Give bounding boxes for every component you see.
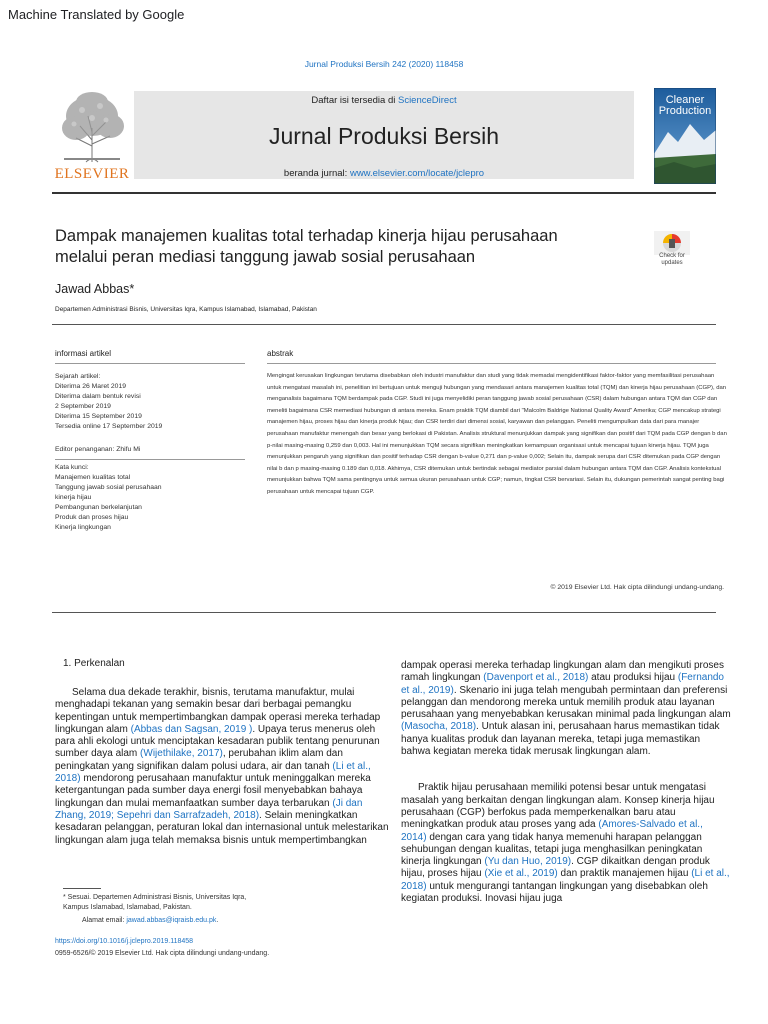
article-history	[55, 372, 245, 533]
crossmark-icon	[654, 231, 690, 255]
history-revised-date: 2 September 2019	[55, 403, 111, 410]
history-received: Diterima 26 Maret 2019	[55, 383, 127, 390]
paragraph-text: . Selain meningkatkan kesadaran pelanggan, peraturan lokal dan internasional untuk melestarikan lingkungan alam juga telah memaksa bisnis untuk mempertimbangkan	[55, 809, 389, 846]
email-label: Alamat email:	[82, 917, 127, 924]
citation-link[interactable]: (Xie et al., 2019)	[484, 868, 558, 880]
journal-cover-image[interactable]	[654, 88, 716, 184]
contents-line	[134, 95, 634, 106]
section-heading: 1. Perkenalan	[63, 658, 125, 669]
citation-link[interactable]: (Davenport et al., 2018)	[483, 672, 589, 684]
history-accepted: Diterima 15 September 2019	[55, 413, 142, 420]
history-revised-label: Diterima dalam bentuk revisi	[55, 393, 141, 400]
paragraph-text: . Upaya terus menerus oleh para ahli ekologi untuk menciptakan kesadaran publik tentang penurunan sumber daya alam	[55, 723, 380, 760]
paragraph-text: untuk mengurangi tantangan lingkungan yang disebabkan oleh kegiatan produksi. Inovasi hijau juga	[401, 880, 708, 905]
body-right-column	[401, 660, 731, 905]
paragraph-text: . Skenario ini juga telah mengubah permintaan dan preferensi pelanggan dan mendorong mereka untuk memilih produk atau layanan perusahaan yang menyebabkan kerusakan minimal pada lingkungan alam	[401, 684, 731, 721]
article-info-rule	[55, 363, 245, 364]
author-affiliation: Departemen Administrasi Bisnis, Universitas Iqra, Kampus Islamabad, Islamabad, Pakistan	[55, 306, 317, 313]
email-suffix: .	[216, 917, 219, 924]
body-left-column	[55, 687, 389, 847]
affiliation-divider	[52, 324, 716, 325]
header-divider	[52, 192, 716, 194]
keywords-heading: Kata kunci:	[55, 464, 89, 471]
article-title-line-1: Dampak manajemen kualitas total terhadap kinerja hijau perusahaan	[55, 227, 558, 245]
footnote-rule	[63, 888, 101, 889]
intro-paragraph-1	[55, 687, 389, 847]
paragraph-text: dampak operasi mereka terhadap lingkungan alam dan mengikuti proses ramah lingkungan	[401, 660, 724, 684]
contents-label: Daftar isi tersedia di	[311, 95, 398, 106]
keyword-item: kinerja hijau	[55, 494, 92, 501]
journal-header	[52, 88, 716, 184]
paragraph-text: mendorong perusahaan manufaktur untuk meninggalkan mereka ketergantungan pada sumber daya energi fosil menyebabkan bahaya lingkungan dan mulai memanfaatkan sumber daya terbarukan	[55, 773, 371, 809]
paragraph-text: , perubahan iklim alam dan peningkatan yang signifikan dalam polusi udara, air dan tanah	[55, 748, 343, 772]
article-title-line-2: melalui peran mediasi tanggung jawab sosial perusahaan	[55, 248, 476, 266]
author-name[interactable]: Jawad Abbas*	[55, 282, 135, 296]
journal-title: Jurnal Produksi Bersih	[268, 123, 500, 149]
article-info-heading: informasi artikel	[55, 349, 112, 358]
citation-link[interactable]: (Ji dan Zhang, 2019; Sepehri dan Sarrafzadeh, 2018)	[55, 797, 363, 821]
article-title	[55, 226, 635, 268]
keyword-item: Manajemen kualitas total	[55, 474, 131, 481]
author-email-link[interactable]: jawad.abbas@iqraisb.edu.pk	[126, 917, 217, 924]
keyword-item: Produk dan proses hijau	[55, 514, 129, 521]
crossmark-label-line-1: Check for	[659, 253, 685, 259]
history-online: Tersedia online 17 September 2019	[55, 423, 163, 430]
crossmark-label-line-2: updates	[661, 260, 683, 266]
citation-link[interactable]: (Wijethilake, 2017)	[140, 748, 223, 760]
paragraph-text: . Untuk alasan ini, perusahaan harus memastikan tidak hanya kualitas produk dan layanan mereka, tetapi juga memastikan bahwa kegiatan mereka tidak merusak lingkungan alam.	[401, 721, 720, 758]
check-for-updates-badge[interactable]	[654, 231, 690, 269]
elsevier-logo[interactable]	[52, 88, 132, 184]
keywords-rule	[55, 459, 245, 460]
homepage-label: beranda jurnal:	[283, 168, 350, 179]
cover-title-line-2: Production	[658, 105, 712, 117]
abstract-copyright: © 2019 Elsevier Ltd. Hak cipta dilindungi undang-undang.	[550, 584, 724, 591]
cover-title-line-1: Cleaner	[665, 94, 705, 106]
sciencedirect-link[interactable]: ScienceDirect	[397, 95, 457, 106]
abstract-divider	[52, 612, 716, 613]
citation-link[interactable]: (Masocha, 2018)	[401, 721, 477, 733]
citation-link[interactable]: (Fernando et al., 2019)	[401, 672, 724, 696]
abstract-heading: abstrak	[267, 349, 294, 358]
citation-link[interactable]: (Li et al., 2018)	[401, 868, 730, 892]
paragraph-text: . CGP dikaitkan dengan produk hijau, proses hijau	[401, 856, 710, 880]
journal-homepage-link[interactable]: www.elsevier.com/locate/jclepro	[349, 168, 485, 179]
footnote-line-2: Kampus Islamabad, Islamabad, Pakistan.	[63, 904, 192, 911]
intro-paragraph-2	[401, 660, 731, 758]
cover-title	[654, 95, 716, 117]
paragraph-text: dan praktik manajemen hijau	[557, 868, 692, 880]
issn-copyright: 0959-6526/© 2019 Elsevier Ltd. Hak cipta dilindungi undang-undang.	[55, 950, 270, 957]
paragraph-text: atau produksi hijau	[588, 672, 678, 684]
footnote-line-1: * Sesuai. Departemen Administrasi Bisnis, Universitas Iqra,	[63, 894, 247, 901]
paragraph-text: Praktik hijau perusahaan memiliki potensi besar untuk mengatasi masalah yang berkaitan dengan lingkungan alam. Konsep kinerja hijau perusahaan (CGP) berfokus pada memperkenalkan baru atau meningkatkan produk atau proses yang ada	[401, 782, 715, 831]
keyword-item: Pembangunan berkelanjutan	[55, 504, 142, 511]
doi-link[interactable]: https://doi.org/10.1016/j.jclepro.2019.118458	[55, 938, 194, 945]
elsevier-wordmark: ELSEVIER	[54, 166, 130, 182]
keyword-item: Tanggung jawab sosial perusahaan	[55, 484, 162, 491]
corresponding-author-footnote	[63, 893, 363, 913]
paragraph-text: Selama dua dekade terakhir, bisnis, terutama manufaktur, mulai menghadapi tekanan yang semakin besar dari berbagai pemangku kepentingan untuk mempertimbangkan dampak operasi mereka terhadap lingkungan alam	[55, 687, 381, 735]
machine-translation-banner: Machine Translated by Google	[8, 7, 185, 22]
abstract-text: Mengingat kerusakan lingkungan terutama disebabkan oleh industri manufaktur dan studi yang tidak memadai mengidentifikasi faktor-faktor yang memfasilitasi perusahaan untuk mengatasi masalah ini, penelitian ini bertujuan untuk menguji hubungan yang mendasari antara manajemen kualitas total (TQM) dan kinerja hijau perusahaan (CGP), dan menganalisis bagaimana TQM berdampak pada CGP. Studi ini juga menyelidiki peran tanggung jawab sosial perusahaan (CSR) dalam hubungan antara TQM dan CGP dan meneliti bagaimana CSR memediasi hubungan di antara mereka. Enam praktik TQM diambil dari "Malcolm Baldrige National Quality Award" Amerika; CGP mencakup strategi manajemen hijau, proses hijau dan kinerja produk hijau; dan CSR terdiri dari dimensi sosial, karyawan dan pelanggan. Peneliti mengumpulkan data dari para manajer perusahaan manufaktur menengah dan besar yang berlokasi di Pakistan. Analisis struktural menunjukkan dampak yang signifikan dan positif dari TQM pada CGP dengan b dan p-nilai masing-masing 0,259 dan 0,003. Hal ini menunjukkan TQM secara signifikan meningkatkan kemampuan organisasi untuk mencapai tujuan kinerja hijau. TQM juga menunjukkan pengaruh yang signifikan dan positif terhadap CSR dengan b-value 0,271 dan p-value 0,002; Selain itu, dampak serupa dari CSR ditemukan pada CGP dengan nilai b dan p masing-masing 0.189 dan 0,018. Akhirnya, CSR ditemukan untuk bertindak sebagai mediator parsial dalam hubungan antara TQM dan CGP. Analisis kontekstual menunjukkan bahwa TQM sama pentingnya untuk semua ukuran perusahaan untuk CGP; namun, tingkat CSR bervariasi. Selain itu, dukungan pemerintah sangat penting bagi perusahaan untuk mencapai tujuan CGP.	[267, 373, 727, 495]
journal-header-box	[134, 91, 634, 179]
keyword-item: Kinerja lingkungan	[55, 524, 111, 531]
history-heading: Sejarah artikel:	[55, 373, 101, 380]
citation-link[interactable]: (Yu dan Huo, 2019)	[484, 856, 572, 868]
handling-editor: Editor penanganan: Zhifu Mi	[55, 446, 141, 453]
paragraph-text: dengan cara yang tidak hanya memenuhi harapan pelanggan sehubungan dengan kualitas, tetapi juga menghasilkan peningkatan kinerja lingkungan	[401, 831, 703, 868]
homepage-line	[134, 168, 634, 179]
abstract-rule	[267, 363, 716, 364]
crossmark-label	[654, 253, 690, 267]
email-line	[82, 917, 218, 924]
citation-link[interactable]: (Abbas dan Sagsan, 2019 )	[130, 723, 253, 735]
citation-link[interactable]: (Amores-Salvado et al., 2014)	[401, 819, 703, 843]
journal-citation[interactable]: Jurnal Produksi Bersih 242 (2020) 118458	[304, 59, 464, 69]
intro-paragraph-3	[401, 782, 731, 905]
citation-link[interactable]: (Li et al., 2018)	[55, 760, 371, 785]
